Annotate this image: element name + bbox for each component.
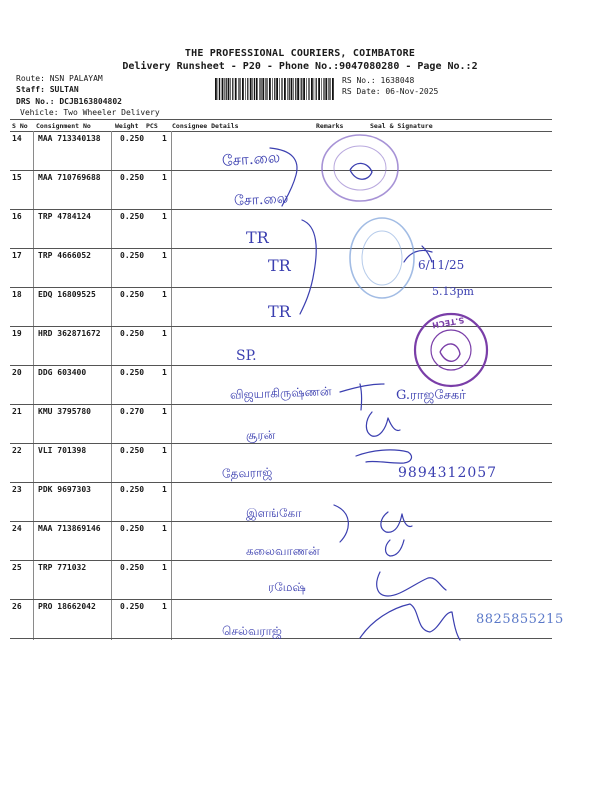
col-header-weight: Weight [115,122,139,130]
row-pcs: 1 [162,446,167,455]
signature-mark [360,604,460,640]
tick-mark [340,384,384,410]
row-consignment-no: MAA 713340138 [38,134,101,143]
handwritten-name: விஜயாகிருஷ்ணன் [229,384,332,402]
staff-value: SULTAN [49,85,79,94]
row-consignment-no: KMU 3795780 [38,407,91,416]
col-rule-3 [171,131,172,640]
row-consignment-no: PRO 18662042 [38,602,96,611]
table-top-rule [10,119,552,120]
barcode [215,78,335,100]
row-divider [10,326,552,327]
row-weight: 0.250 [120,134,145,143]
rs-date-value: 06-Nov-2025 [385,87,439,96]
handwritten-time: 5.13pm [432,285,474,298]
row-consignment-no: VLI 701398 [38,446,87,455]
row-weight: 0.250 [120,290,145,299]
drs-value: DCJB163804802 [59,97,122,106]
signature-mark [377,572,446,596]
row-consignment-no: DDG 603400 [38,368,87,377]
handwritten-name: SP. [236,348,257,364]
handwritten-phone: 9894312057 [398,465,498,481]
col-header-seal: Seal & Signature [370,122,433,130]
row-sno: 19 [12,329,22,338]
handwritten-name: இளங்கோ [246,506,302,520]
rs-date-line [342,87,438,96]
handwritten-date: 6/11/25 [418,258,465,272]
row-consignment-no: TRP 4666052 [38,251,91,260]
row-pcs: 1 [162,251,167,260]
row-divider [10,482,552,483]
row-pcs: 1 [162,524,167,533]
bracket-mark [300,220,316,314]
row-pcs: 1 [162,329,167,338]
row-divider [10,170,552,171]
row-pcs: 1 [162,212,167,221]
stamp-label: S.TECH [431,315,465,330]
row-divider [10,404,552,405]
row-pcs: 1 [162,602,167,611]
row-divider [10,248,552,249]
vehicle-line [20,108,160,117]
route-line [16,74,103,83]
row-divider [10,560,552,561]
row-pcs: 1 [162,173,167,182]
row-consignment-no: EDQ 16809525 [38,290,96,299]
handwritten-name: TR [268,302,291,321]
row-sno: 21 [12,407,22,416]
signature-mark [356,450,411,463]
row-weight: 0.250 [120,368,145,377]
handwritten-signature: G.ராஜசேகர் [396,388,466,403]
handwritten-name: கலைவாணன் [246,544,320,558]
vehicle-value: Two Wheeler Delivery [63,108,160,117]
row-consignment-no: PDK 9697303 [38,485,91,494]
row-sno: 24 [12,524,22,533]
row-sno: 14 [12,134,22,143]
row-sno: 16 [12,212,22,221]
row-sno: 17 [12,251,22,260]
row-divider [10,443,552,444]
rs-no-value: 1638048 [380,76,415,85]
drs-line [16,97,122,106]
company-seal-stamp [322,135,398,201]
col-header-sno: S No [12,122,28,130]
col-rule-1 [33,131,34,640]
col-header-consignment: Consignment No [36,122,91,130]
row-weight: 0.250 [120,485,145,494]
col-rule-2 [111,131,112,640]
col-header-remarks: Remarks [316,122,344,130]
handwritten-phone: 8825855215 [476,612,564,627]
row-divider [10,599,552,600]
handwritten-name: செல்வராஜ் [222,624,282,638]
row-weight: 0.250 [120,251,145,260]
table-header-rule [10,131,552,132]
handwritten-name: சோ.லை [221,147,281,171]
row-consignment-no: TRP 4784124 [38,212,91,221]
row-weight: 0.250 [120,524,145,533]
row-weight: 0.250 [120,446,145,455]
row-weight: 0.270 [120,407,145,416]
row-sno: 22 [12,446,22,455]
handwritten-name: சோ.லை [233,190,289,210]
row-sno: 26 [12,602,22,611]
row-divider [10,365,552,366]
col-header-consignee: Consignee Details [172,122,239,130]
row-weight: 0.250 [120,212,145,221]
rs-no-label: RS No.: [342,76,376,85]
row-consignment-no: TRP 771032 [38,563,87,572]
signature-mark [386,540,405,556]
row-pcs: 1 [162,368,167,377]
row-pcs: 1 [162,134,167,143]
row-divider [10,209,552,210]
signature-mark [366,412,400,436]
row-sno: 15 [12,173,22,182]
row-sno: 23 [12,485,22,494]
drs-label: DRS No.: [16,97,55,106]
staff-label: Staff: [16,85,45,94]
col-header-pcs: PCS [146,122,158,130]
signature-mark [381,512,412,532]
row-weight: 0.250 [120,173,145,182]
row-weight: 0.250 [120,329,145,338]
row-sno: 18 [12,290,22,299]
row-weight: 0.250 [120,602,145,611]
rs-no-line [342,76,414,85]
route-value: NSN PALAYAM [49,74,103,83]
handwritten-name: TR [246,228,269,247]
row-sno: 20 [12,368,22,377]
row-weight: 0.250 [120,563,145,572]
round-seal-stamp [350,218,414,298]
document-subtitle: Delivery Runsheet - P20 - Phone No.:9047080280 - Page No.:2 [122,61,478,72]
row-pcs: 1 [162,485,167,494]
row-consignment-no: HRD 362871672 [38,329,101,338]
handwritten-name: TR [268,256,291,275]
route-label: Route: [16,74,45,83]
row-pcs: 1 [162,290,167,299]
rs-date-label: RS Date: [342,87,381,96]
row-pcs: 1 [162,563,167,572]
row-consignment-no: MAA 713869146 [38,524,101,533]
vehicle-label: Vehicle: [20,108,59,117]
handwritten-name: ரமேஷ் [268,580,306,594]
handwritten-name: சூரன் [246,428,276,442]
row-consignment-no: MAA 710769688 [38,173,101,182]
handwritten-name: தேவராஜ் [221,465,273,481]
row-pcs: 1 [162,407,167,416]
row-sno: 25 [12,563,22,572]
document-title: THE PROFESSIONAL COURIERS, COIMBATORE [184,48,416,59]
bracket-mark [334,505,348,542]
staff-line [16,85,79,94]
